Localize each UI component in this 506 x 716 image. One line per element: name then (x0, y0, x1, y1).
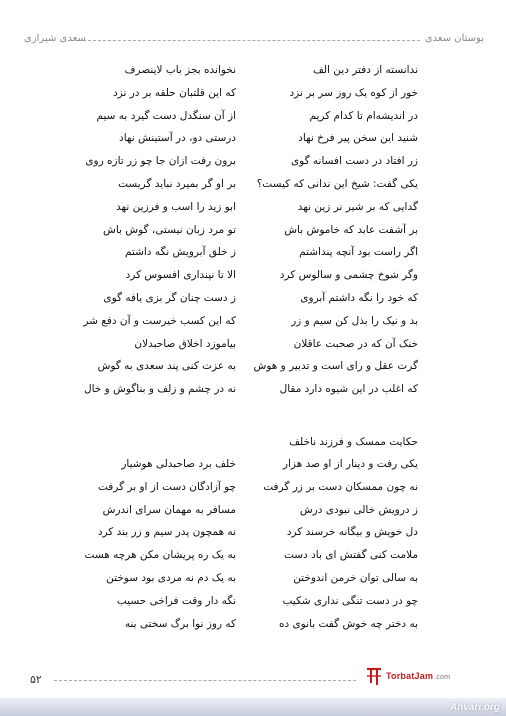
first-hemistich: نه چون ممسکان دست بر زر گرفت (263, 480, 418, 493)
second-hemistich: برون رفت ازان جا چو زر تازه روی (85, 155, 236, 168)
first-hemistich: خنک آن که در صحبت عاقلان (293, 337, 418, 350)
second-hemistich: نخوانده بجز باب لاینصرف (124, 64, 236, 76)
couplet-row (0, 62, 506, 85)
couplet-row (0, 381, 506, 404)
page-number: ۵۲ (30, 673, 42, 686)
second-hemistich: درستی دو، در آستینش نهاد (119, 132, 236, 145)
poem-section-1 (0, 62, 506, 404)
couplet-row (0, 570, 506, 593)
second-hemistich: الا تا نپنداری افسوس کرد (125, 269, 236, 282)
first-hemistich: شنید این سخن پیر فرخ نهاد (298, 132, 418, 145)
couplet-row (0, 616, 506, 639)
second-hemistich: که روز نوا برگ سختی بنه (124, 617, 236, 630)
second-hemistich: که این قلتبان حلقه بر در نزد (113, 86, 236, 99)
couplet-row (0, 456, 506, 479)
second-hemistich: بر او گر بمیرد نباید گریست (118, 177, 236, 190)
first-hemistich: گرت عقل و رای است و تدبیر و هوش (253, 360, 418, 373)
first-hemistich: زر افتاد در دست افسانه گوی (290, 155, 418, 168)
couplet-row (0, 176, 506, 199)
second-hemistich: به عزت کنی پند سعدی به گوش (97, 360, 236, 373)
logo-wordmark (386, 671, 450, 681)
couplet-row (0, 130, 506, 153)
footer-band (0, 698, 506, 716)
first-hemistich: گدایی که بر شیر نر زین نهد (297, 200, 418, 213)
couplet-row (0, 502, 506, 525)
first-hemistich: ز درویش خالی نبودی درش (299, 503, 418, 516)
footer-divider (54, 680, 356, 681)
couplet-row (0, 593, 506, 616)
second-hemistich: تو مرد زبان نیستی، گوش باش (103, 223, 236, 236)
first-hemistich: بر آشفت عابد که خاموش باش (284, 223, 418, 236)
couplet-row (0, 358, 506, 381)
header-author: سعدی شیرازی (24, 33, 86, 44)
first-hemistich: ملامت کنی گفتش ای باد دست (283, 549, 418, 562)
first-hemistich: به دختر چه خوش گفت بانوی ده (278, 617, 418, 630)
second-hemistich: از آن سنگدل دست گیرد به سیم (96, 109, 236, 122)
couplet-row (0, 108, 506, 131)
logo-name: TorbatJam (386, 671, 434, 681)
couplet-row (0, 222, 506, 245)
second-hemistich: خلف برد صاحبدلی هوشیار (121, 458, 236, 470)
first-hemistich: یکی گفت: شیخ این ندانی که کیست؟ (256, 177, 418, 190)
first-hemistich: که خود را نگه داشتم آبروی (300, 291, 418, 304)
couplet-row (0, 85, 506, 108)
second-hemistich: ز خلق آبرویش نگه داشتم (124, 246, 236, 259)
second-hemistich: نه در چشم و زلف و بناگوش و خال (83, 383, 236, 396)
second-hemistich: مسافر به مهمان سرای اندرش (102, 503, 236, 516)
couplet-row (0, 267, 506, 290)
poem-section-2 (0, 456, 506, 638)
first-hemistich: یکی رفت و دینار از او صد هزار (282, 458, 418, 470)
first-hemistich: دل خویش و بیگانه خرسند کرد (286, 526, 418, 539)
second-hemistich: ز دست چنان گر بزی یافه گوی (103, 291, 236, 304)
second-hemistich: نه همچون پدر سیم و زر بند کرد (97, 526, 236, 539)
first-hemistich: در اندیشه‌ام تا کدام کریم (309, 109, 418, 122)
second-hemistich: نگه دار وقت فراخی حسیب (116, 594, 236, 607)
second-hemistich: ابو زید را اسب و فرزین نهد (116, 200, 236, 213)
couplet-row (0, 153, 506, 176)
couplet-row (0, 290, 506, 313)
couplet-row (0, 524, 506, 547)
first-hemistich: وگر شوخ چشمی و سالوس کرد (279, 269, 418, 282)
first-hemistich: ندانسته از دفتر دین الف (312, 64, 418, 76)
first-hemistich: بد و نیک را بذل کن سیم و زر (291, 314, 418, 327)
logo-domain: .com (434, 674, 451, 681)
couplet-row (0, 547, 506, 570)
second-hemistich: به یک ره پریشان مکن هرچه هست (84, 549, 236, 562)
second-hemistich: چو آزادگان دست از او بر گرفت (97, 480, 236, 493)
couplet-row (0, 336, 506, 359)
second-hemistich: بیاموزد اخلاق صاحبدلان (134, 337, 236, 350)
couplet-row (0, 244, 506, 267)
first-hemistich: اگر راست بود آنچه پنداشتم (299, 246, 418, 259)
first-hemistich: چو در دست تنگی نداری شکیب (282, 594, 418, 607)
first-hemistich: که اغلب در این شیوه دارد مقال (279, 383, 418, 396)
header-divider (78, 40, 420, 41)
watermark: Anvari.org (449, 702, 500, 713)
header-book-title: بوستان سعدی (424, 33, 484, 44)
second-hemistich: به یک دم نه مردی بود سوختن (106, 571, 236, 584)
couplet-row (0, 199, 506, 222)
couplet-row (0, 313, 506, 336)
logo-mark-icon (364, 665, 384, 687)
first-hemistich: به سالی توان خرمن اندوختن (293, 571, 418, 584)
first-hemistich: خور از کوه یک روز سر بر نزد (289, 86, 418, 99)
second-hemistich: که این کسب خیرست و آن دفع شر (83, 314, 236, 327)
story-title: حکایت ممسک و فرزند ناخلف (289, 436, 418, 448)
couplet-row (0, 479, 506, 502)
